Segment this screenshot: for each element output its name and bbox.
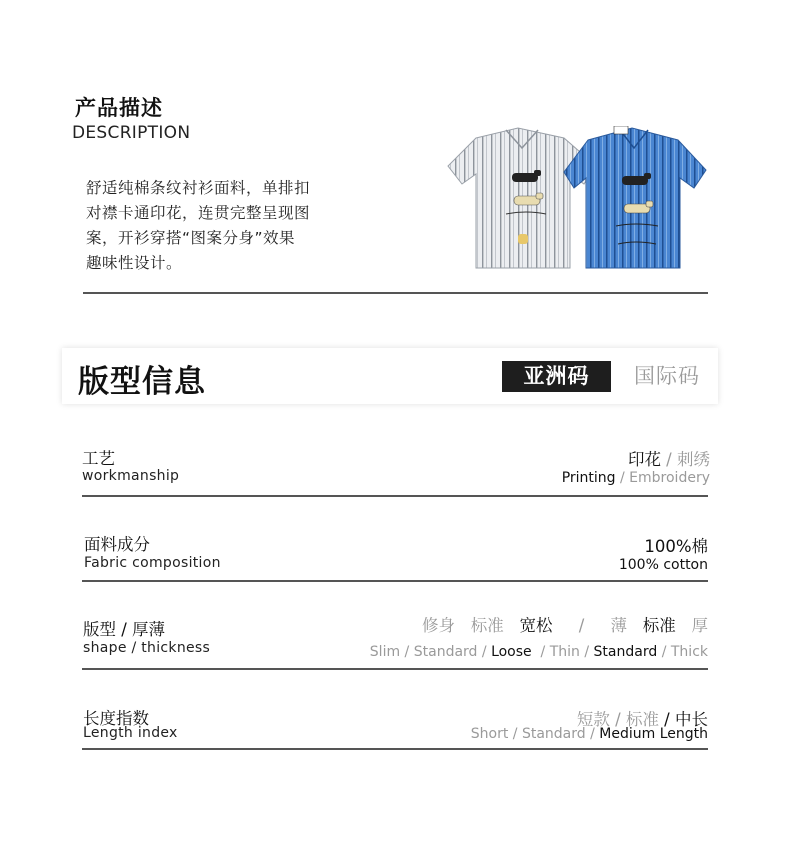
option-unselected: Thin bbox=[549, 644, 580, 660]
option-separator: / bbox=[585, 726, 600, 742]
option-selected: 印花 bbox=[627, 450, 661, 469]
fabric-label: 面料成分 bbox=[84, 535, 150, 554]
workmanship-value-en bbox=[562, 470, 710, 486]
option-separator: / bbox=[615, 470, 630, 486]
description-body bbox=[86, 176, 348, 276]
divider bbox=[82, 668, 708, 670]
option-selected: 中长 bbox=[675, 710, 708, 729]
divider bbox=[82, 748, 708, 750]
fabric-value-en: 100% cotton bbox=[618, 557, 708, 573]
option-unselected: Standard bbox=[521, 726, 586, 742]
option-separator: / bbox=[508, 726, 522, 742]
shape-options-en bbox=[370, 644, 708, 660]
size-info-title: 版型信息 bbox=[78, 364, 206, 400]
option-separator: / bbox=[658, 710, 675, 729]
workmanship-label: 工艺 bbox=[82, 449, 115, 468]
option-unselected: Slim bbox=[369, 644, 401, 660]
option-selected: 宽松 bbox=[519, 616, 553, 635]
option-separator: / bbox=[579, 644, 594, 660]
option-separator: / bbox=[400, 644, 414, 660]
divider bbox=[82, 580, 708, 582]
description-subtitle: DESCRIPTION bbox=[72, 123, 191, 143]
length-label-en: Length index bbox=[83, 725, 178, 741]
option-separator: / bbox=[609, 710, 626, 729]
length-options-en bbox=[471, 726, 708, 742]
option-separator: / bbox=[660, 450, 677, 469]
option-selected: Standard bbox=[593, 644, 658, 660]
option-separator: / bbox=[477, 644, 492, 660]
option-separator: / bbox=[578, 616, 585, 635]
option-unselected: 厚 bbox=[691, 616, 708, 635]
fabric-value: 100%棉 bbox=[644, 537, 708, 556]
option-unselected: Standard bbox=[413, 644, 478, 660]
shape-label-en: shape / thickness bbox=[83, 640, 211, 656]
option-unselected: Embroidery bbox=[629, 470, 710, 486]
option-unselected: 刺绣 bbox=[677, 450, 710, 469]
shape-options bbox=[422, 612, 708, 636]
option-unselected: 标准 bbox=[625, 710, 659, 729]
white-shirt bbox=[448, 128, 596, 268]
tab-asian-size[interactable]: 亚洲码 bbox=[502, 361, 611, 392]
option-selected: Medium Length bbox=[599, 726, 708, 742]
description-line: 舒适纯棉条纹衬衫面料，单排扣 bbox=[86, 179, 311, 197]
blue-shirt bbox=[564, 126, 706, 268]
fabric-label-en: Fabric composition bbox=[84, 555, 221, 571]
divider bbox=[82, 495, 708, 497]
description-line: 趣味性设计。 bbox=[86, 254, 183, 272]
option-unselected: Thick bbox=[670, 644, 708, 660]
option-selected: Loose bbox=[491, 644, 532, 660]
tab-international-size[interactable]: 国际码 bbox=[634, 364, 700, 388]
description-title: 产品描述 bbox=[75, 96, 163, 120]
product-shirts-image bbox=[446, 126, 708, 270]
option-unselected: 修身 bbox=[421, 616, 455, 635]
option-separator: / bbox=[657, 644, 671, 660]
shape-label: 版型 / 厚薄 bbox=[83, 620, 166, 639]
divider bbox=[83, 292, 708, 294]
length-label: 长度指数 bbox=[83, 709, 149, 728]
workmanship-label-en: workmanship bbox=[82, 468, 180, 484]
option-unselected: 薄 bbox=[610, 616, 627, 635]
description-line: 对襟卡通印花，连贯完整呈现图 bbox=[86, 204, 311, 222]
option-unselected: 标准 bbox=[470, 616, 504, 635]
description-line: 案，开衫穿搭“图案分身”效果 bbox=[86, 229, 296, 247]
option-selected: Printing bbox=[561, 470, 616, 486]
workmanship-value bbox=[628, 446, 710, 470]
option-unselected: 短款 bbox=[576, 710, 610, 729]
option-selected: 标准 bbox=[642, 616, 676, 635]
option-separator: / bbox=[531, 644, 550, 660]
option-unselected: Short bbox=[470, 726, 509, 742]
